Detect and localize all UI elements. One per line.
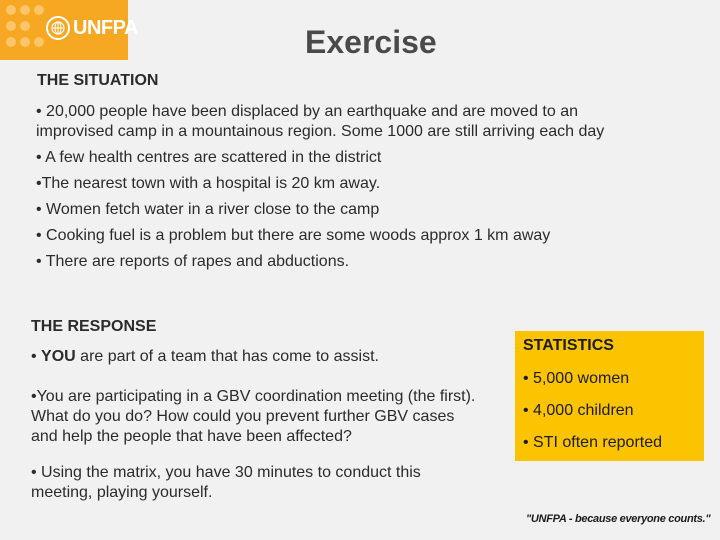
logo-dot [34, 37, 44, 47]
situation-item: • 20,000 people have been displaced by an earthquake and are moved to an improvised camp in a mountainous region. Some 1000 are still arriving each day [36, 103, 605, 140]
logo-dot [6, 37, 16, 47]
response-list [31, 347, 481, 503]
situation-item: • A few health centres are scattered in the district [36, 149, 382, 166]
logo-dot [20, 37, 30, 47]
response-item: •You are participating in a GBV coordination meeting (the first). What do you do? How could you prevent further GBV cases and help the people that have been affected? [31, 388, 476, 445]
situation-item: •The nearest town with a hospital is 20 km away. [36, 175, 381, 192]
statistics-box [515, 331, 704, 461]
unfpa-logo [0, 0, 138, 60]
response-item-text: are part of a team that has come to assist. [75, 348, 379, 365]
situation-list [36, 102, 646, 278]
situation-item: • Cooking fuel is a problem but there are some woods approx 1 km away [36, 227, 551, 244]
logo-dot [6, 21, 16, 31]
page-title: Exercise [305, 24, 437, 60]
response-item-emphasis: YOU [41, 348, 76, 365]
situation-item: • Women fetch water in a river close to the camp [36, 201, 380, 218]
response-item: • Using the matrix, you have 30 minutes to conduct this meeting, playing yourself. [31, 464, 421, 501]
statistics-title: STATISTICS [523, 337, 614, 354]
statistics-item: • STI often reported [523, 434, 663, 451]
response-item [31, 347, 481, 367]
logo-dot [20, 5, 30, 15]
situation-heading: THE SITUATION [37, 72, 159, 89]
response-heading: THE RESPONSE [31, 318, 157, 335]
logo-dot [20, 21, 30, 31]
logo-brand-text: UNFPA [73, 17, 138, 39]
logo-dot [6, 5, 16, 15]
slogan: "UNFPA - because everyone counts." [526, 513, 711, 525]
statistics-item: • 4,000 children [523, 402, 634, 419]
un-emblem-icon [46, 16, 70, 40]
logo-dot [34, 5, 44, 15]
statistics-item: • 5,000 women [523, 370, 630, 387]
bullet: • [31, 348, 42, 365]
situation-item: • There are reports of rapes and abductions. [36, 253, 350, 270]
